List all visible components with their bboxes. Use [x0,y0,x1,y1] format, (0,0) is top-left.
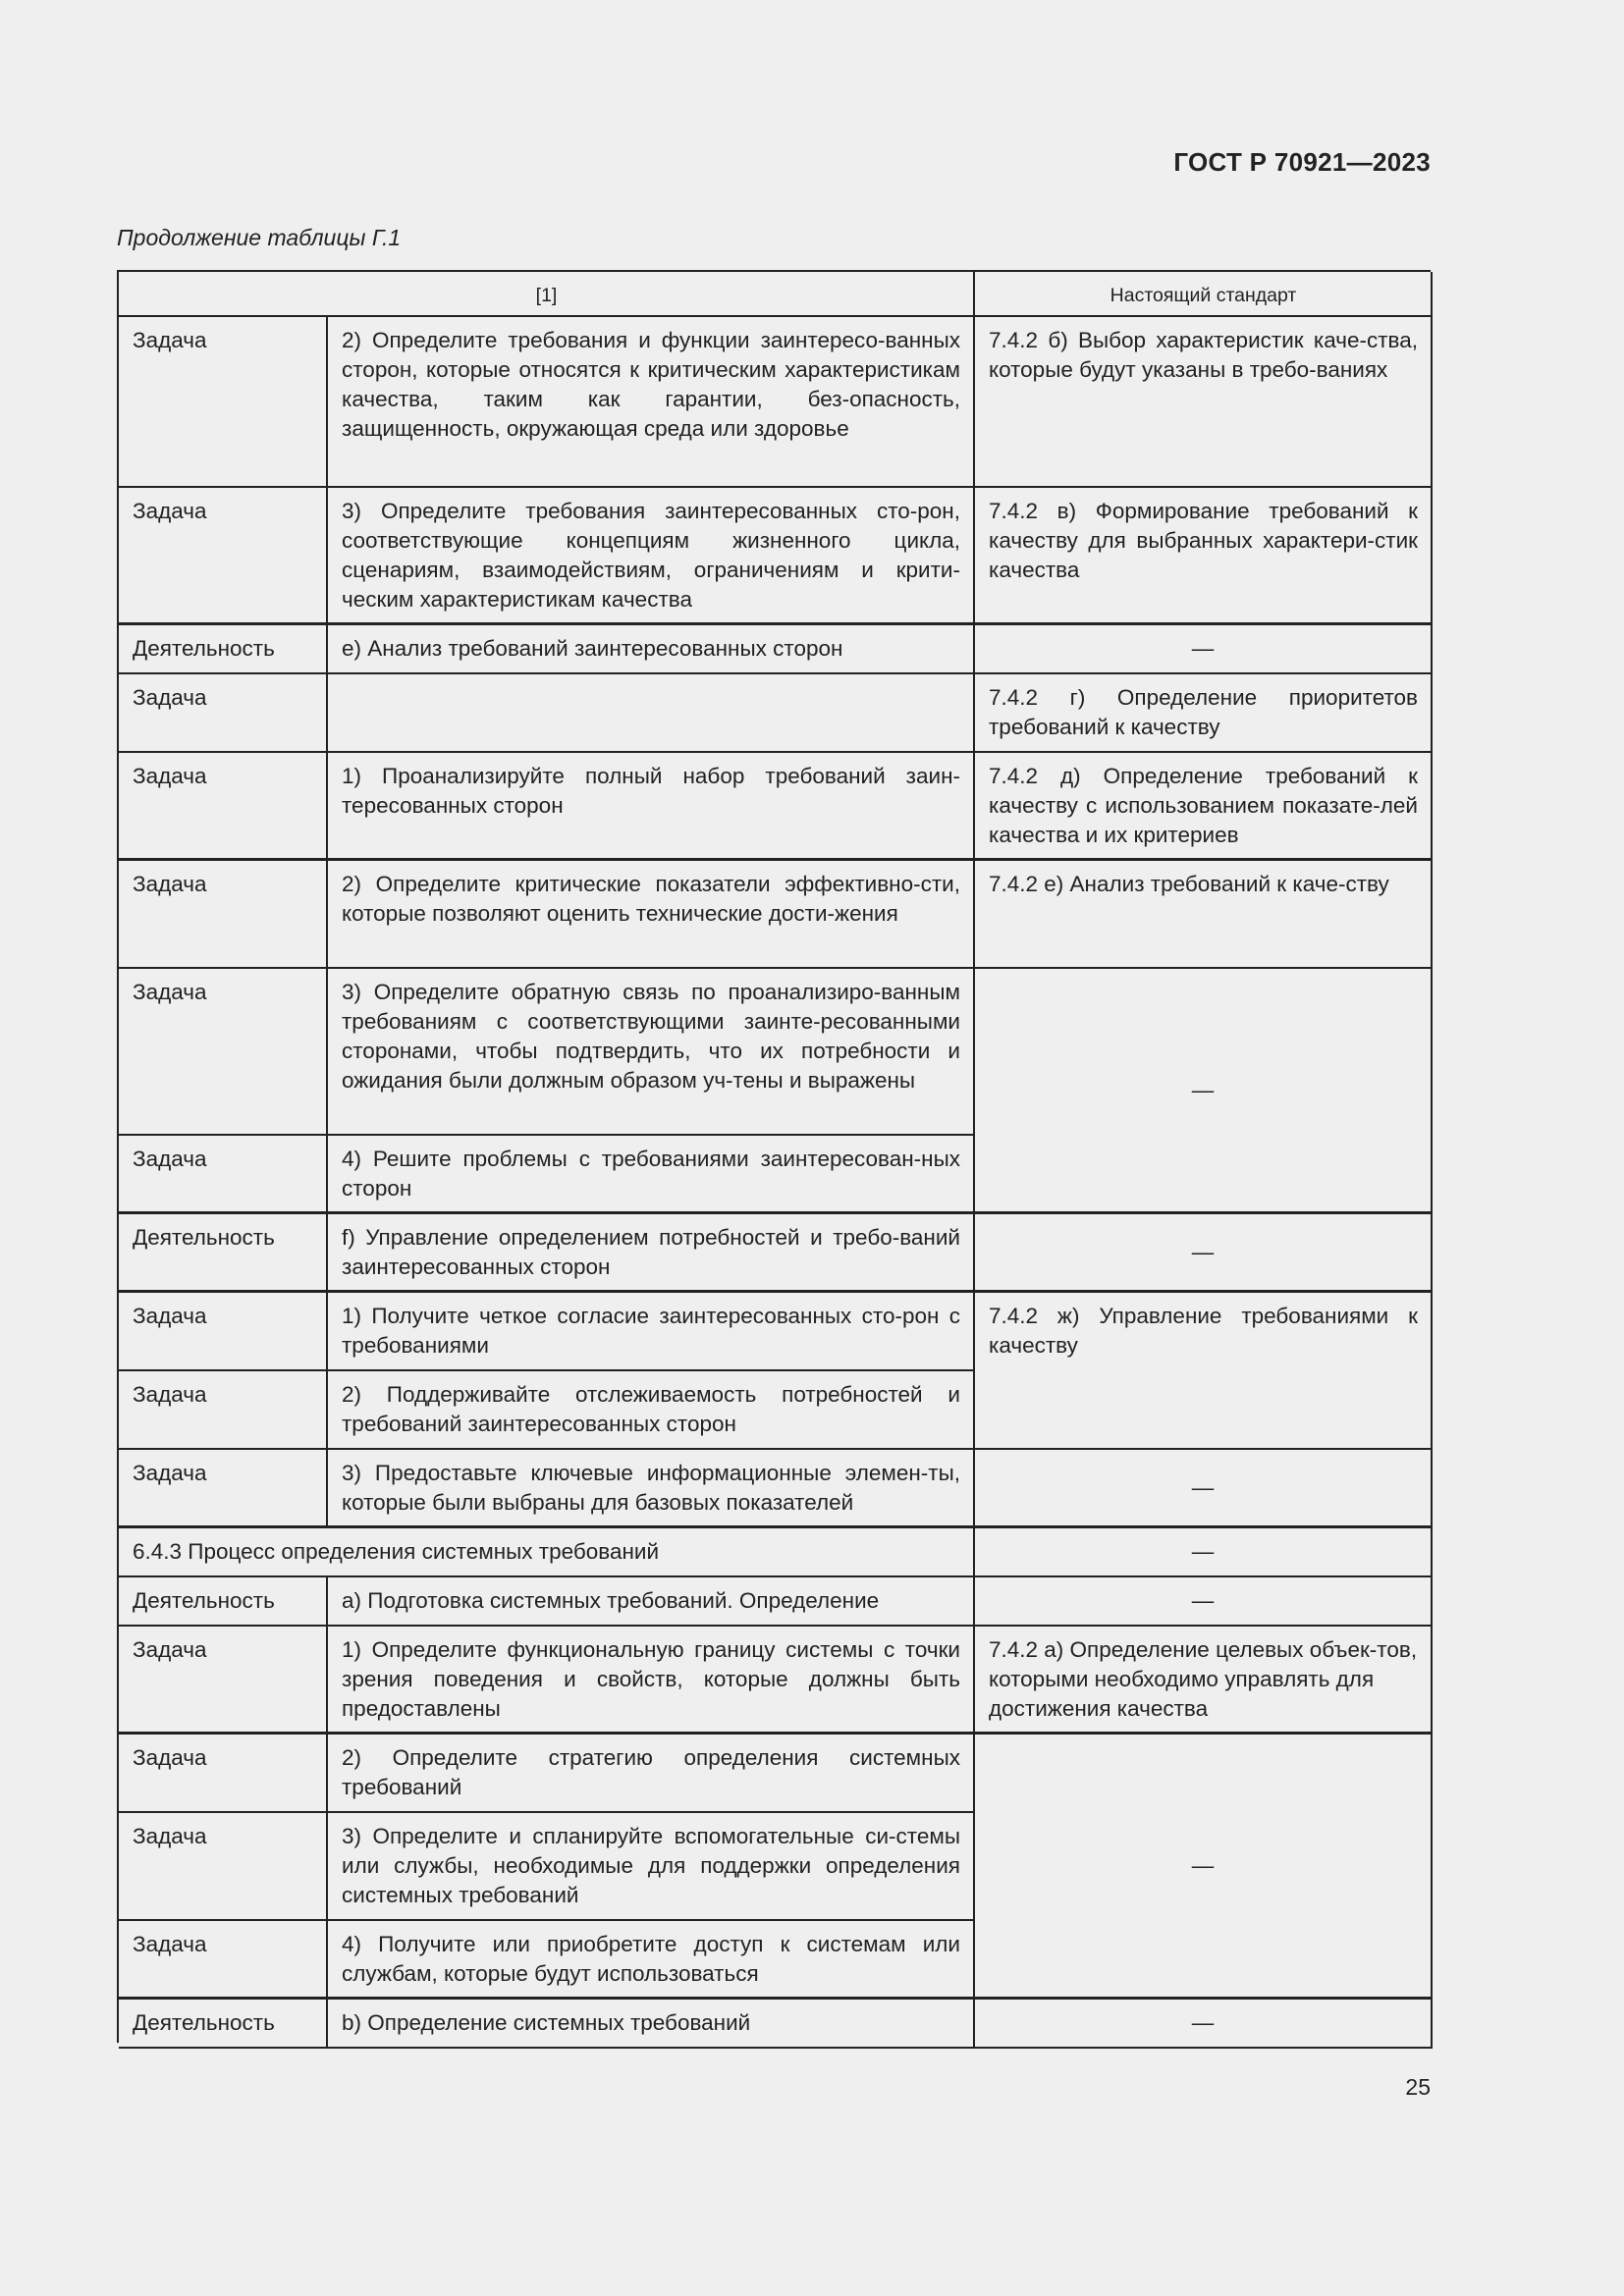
table-row-standard: 7.4.2 в) Формирование требований к качеству для выбранных характери-стик качества [975,488,1433,625]
table-row-kind: Задача [119,1371,328,1450]
table-row-kind: Задача [119,1735,328,1813]
table-row-kind: Задача [119,1813,328,1921]
table-row-kind: Задача [119,317,328,488]
table-row-kind: Задача [119,1627,328,1735]
requirements-table [117,270,1431,2043]
table-row-text: 2) Определите критические показатели эффективно-сти, которые позволяют оценить технические дости-жения [328,861,975,969]
table-row-text: 3) Определите и спланируйте вспомогательные си-стемы или службы, необходимые для поддержки определения системных требований [328,1813,975,1921]
table-row-text: а) Подготовка системных требований. Определение [328,1577,975,1627]
table-row-text: 4) Получите или приобретите доступ к системам или службам, которые будут использоваться [328,1921,975,2000]
table-row-text: 1) Определите функциональную границу системы с точки зрения поведения и свойств, которые должны быть предоставлены [328,1627,975,1735]
table-row-standard: 7.4.2 г) Определение приоритетов требований к качеству [975,674,1433,753]
section-heading: 6.4.3 Процесс определения системных требований [119,1528,975,1577]
table-row-kind: Задача [119,861,328,969]
table-row-standard: — [975,2000,1433,2049]
table-row-kind: Задача [119,1136,328,1214]
table-row-standard: — [975,969,1433,1214]
table-row-standard: — [975,1214,1433,1293]
page-number: 25 [1405,2074,1431,2100]
table-row-kind: Деятельность [119,625,328,674]
table-row-text: 3) Предоставьте ключевые информационные элемен-ты, которые были выбраны для базовых показателей [328,1450,975,1528]
table-row-text: f) Управление определением потребностей и требо-ваний заинтересованных сторон [328,1214,975,1293]
table-row-kind: Задача [119,753,328,861]
table-row-text: 2) Определите требования и функции заинтересо-ванных сторон, которые относятся к критическим характеристикам качества, таким как гарантии, без-опасность, защищенность, окружающая среда или здоровье [328,317,975,488]
table-row-kind: Деятельность [119,2000,328,2049]
table-row-kind: Задача [119,1921,328,2000]
table-row-standard: 7.4.2 а) Определение целевых объек-тов, которыми необходимо управлять для достижения качества [975,1627,1433,1735]
table-row-text: 2) Определите стратегию определения системных требований [328,1735,975,1813]
table-row-text: 4) Решите проблемы с требованиями заинтересован-ных сторон [328,1136,975,1214]
table-row-kind: Задача [119,1293,328,1371]
table-row-kind: Задача [119,488,328,625]
table-row-kind: Деятельность [119,1577,328,1627]
table-row-kind: Задача [119,1450,328,1528]
table-row-text: 3) Определите требования заинтересованных сто-рон, соответствующие концепциям жизненного цикла, сценариям, взаимодействиям, ограничениям и крити-ческим характеристикам качества [328,488,975,625]
document-number: ГОСТ Р 70921—2023 [1173,147,1431,177]
table-row-text: 1) Проанализируйте полный набор требований заин-тересованных сторон [328,753,975,861]
table-row-text: b) Определение системных требований [328,2000,975,2049]
table-row-standard: — [975,1528,1433,1577]
table-row-kind: Задача [119,969,328,1136]
table-row-standard: 7.4.2 б) Выбор характеристик каче-ства, которые будут указаны в требо-ваниях [975,317,1433,488]
column-header-source: [1] [119,272,975,317]
table-row-standard: — [975,625,1433,674]
table-row-text: 1) Получите четкое согласие заинтересованных сто-рон с требованиями [328,1293,975,1371]
table-row-text: 2) Поддерживайте отслеживаемость потребностей и требований заинтересованных сторон [328,1371,975,1450]
table-row-kind: Деятельность [119,1214,328,1293]
table-row-text [328,674,975,753]
column-header-standard: Настоящий стандарт [975,272,1433,317]
table-row-text: е) Анализ требований заинтересованных сторон [328,625,975,674]
table-caption: Продолжение таблицы Г.1 [117,225,402,250]
table-row-standard: 7.4.2 е) Анализ требований к каче-ству [975,861,1433,969]
table-row-text: 3) Определите обратную связь по проанализиро-ванным требованиям с соответствующими заинте-ресованными сторонами, чтобы подтвердить, что их потребности и ожидания были должным образом уч-тены и выражены [328,969,975,1136]
table-row-standard: — [975,1735,1433,2000]
table-row-standard: 7.4.2 ж) Управление требованиями к качеству [975,1293,1433,1450]
table-row-standard: 7.4.2 д) Определение требований к качеству с использованием показате-лей качества и их критериев [975,753,1433,861]
table-row-standard: — [975,1450,1433,1528]
table-row-standard: — [975,1577,1433,1627]
table-row-kind: Задача [119,674,328,753]
